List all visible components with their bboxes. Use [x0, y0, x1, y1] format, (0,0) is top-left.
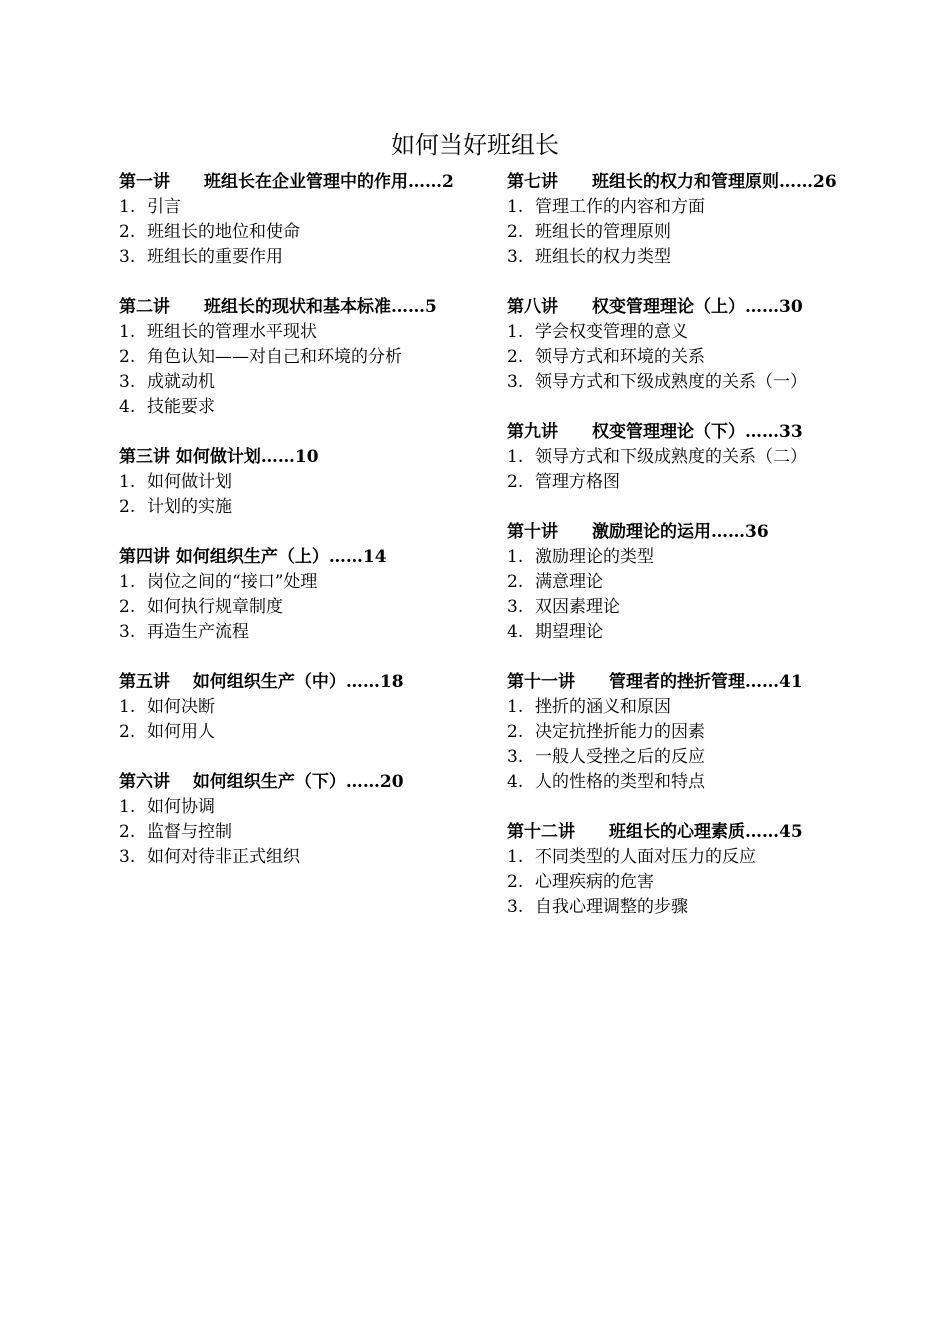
toc-item-number: 1.: [119, 697, 136, 717]
toc-item-text: 成就动机: [147, 372, 215, 392]
toc-item: [119, 620, 479, 645]
toc-item-number: 3.: [507, 247, 524, 267]
toc-item-number: 1.: [119, 572, 136, 592]
toc-item: [119, 370, 479, 395]
toc-item-text: 如何协调: [147, 797, 215, 817]
toc-item: [507, 320, 867, 345]
toc-item: [507, 895, 867, 920]
toc-item-number: 1.: [119, 197, 136, 217]
toc-item-number: 2.: [507, 572, 524, 592]
toc-item-text: 不同类型的人面对压力的反应: [535, 847, 756, 867]
toc-item-number: 4.: [119, 397, 136, 417]
toc-item-text: 领导方式和下级成熟度的关系（一）: [535, 372, 807, 392]
document-title: 如何当好班组长: [391, 131, 559, 159]
toc-item: [507, 745, 867, 770]
toc-item-number: 1.: [507, 547, 524, 567]
toc-item-number: 1.: [119, 322, 136, 342]
toc-section: [507, 670, 867, 795]
toc-section: [507, 170, 867, 270]
toc-item-text: 人的性格的类型和特点: [535, 772, 705, 792]
toc-item-number: 1.: [507, 697, 524, 717]
toc-item: [119, 720, 479, 745]
toc-item-text: 学会权变管理的意义: [535, 322, 688, 342]
toc-item-number: 4.: [507, 622, 524, 642]
lecture-heading: 第十一讲 管理者的挫折管理……41: [507, 672, 803, 692]
toc-item: [507, 620, 867, 645]
toc-item: [507, 870, 867, 895]
toc-section: [119, 670, 479, 745]
toc-item: [119, 820, 479, 845]
toc-item-number: 2.: [507, 222, 524, 242]
toc-item-text: 双因素理论: [535, 597, 620, 617]
toc-item-number: 1.: [119, 797, 136, 817]
lecture-heading: 第五讲 如何组织生产（中）……18: [119, 672, 404, 692]
toc-item-text: 领导方式和环境的关系: [535, 347, 705, 367]
toc-item: [119, 195, 479, 220]
lecture-heading: 第十二讲 班组长的心理素质……45: [507, 822, 803, 842]
toc-item: [507, 695, 867, 720]
lecture-heading: 第一讲 班组长在企业管理中的作用……2: [119, 172, 454, 192]
toc-item-text: 引言: [147, 197, 181, 217]
toc-item-number: 2.: [507, 722, 524, 742]
toc-item: [507, 470, 867, 495]
toc-item: [119, 495, 479, 520]
lecture-heading: 第十讲 激励理论的运用……36: [507, 522, 769, 542]
toc-item: [119, 220, 479, 245]
toc-item-number: 1.: [507, 447, 524, 467]
toc-item-text: 领导方式和下级成熟度的关系（二）: [535, 447, 807, 467]
toc-item-number: 2.: [507, 347, 524, 367]
toc-item: [507, 545, 867, 570]
toc-item-number: 2.: [119, 222, 136, 242]
toc-item-text: 班组长的管理水平现状: [147, 322, 317, 342]
toc-item: [507, 245, 867, 270]
toc-section: [507, 820, 867, 920]
toc-item-text: 一般人受挫之后的反应: [535, 747, 705, 767]
toc-item-number: 3.: [119, 622, 136, 642]
toc-item-text: 心理疾病的危害: [535, 872, 654, 892]
toc-item-text: 期望理论: [535, 622, 603, 642]
toc-item-text: 自我心理调整的步骤: [535, 897, 688, 917]
toc-item: [507, 570, 867, 595]
toc-item: [119, 345, 479, 370]
toc-section: [119, 545, 479, 645]
toc-section: [507, 420, 867, 495]
toc-item-number: 3.: [507, 372, 524, 392]
toc-item: [507, 770, 867, 795]
toc-item: [119, 695, 479, 720]
toc-item-number: 1.: [507, 847, 524, 867]
toc-item-text: 激励理论的类型: [535, 547, 654, 567]
toc-item: [507, 220, 867, 245]
toc-item: [507, 370, 867, 395]
toc-item-text: 岗位之间的“接口”处理: [147, 572, 318, 592]
toc-item-number: 2.: [119, 722, 136, 742]
lecture-heading: 第四讲 如何组织生产（上）……14: [119, 547, 387, 567]
toc-item-text: 管理工作的内容和方面: [535, 197, 705, 217]
toc-item-text: 管理方格图: [535, 472, 620, 492]
toc-section: [119, 770, 479, 870]
toc-item: [119, 320, 479, 345]
toc-item: [507, 345, 867, 370]
lecture-heading: 第六讲 如何组织生产（下）……20: [119, 772, 404, 792]
toc-section: [507, 295, 867, 395]
toc-item-number: 3.: [507, 897, 524, 917]
toc-item: [119, 845, 479, 870]
toc-item-text: 挫折的涵义和原因: [535, 697, 671, 717]
toc-item-number: 3.: [119, 247, 136, 267]
toc-item: [507, 445, 867, 470]
toc-item: [507, 195, 867, 220]
toc-item: [119, 245, 479, 270]
toc-item-text: 班组长的权力类型: [535, 247, 671, 267]
toc-section: [507, 520, 867, 645]
toc-item-number: 3.: [507, 597, 524, 617]
toc-item: [119, 795, 479, 820]
lecture-heading: 第三讲 如何做计划……10: [119, 447, 319, 467]
toc-section: [119, 445, 479, 520]
toc-left-column: [119, 170, 479, 895]
toc-item: [119, 570, 479, 595]
toc-item-number: 3.: [119, 847, 136, 867]
toc-item-text: 计划的实施: [147, 497, 232, 517]
toc-item-number: 1.: [507, 197, 524, 217]
toc-item-text: 如何做计划: [147, 472, 232, 492]
lecture-heading: 第七讲 班组长的权力和管理原则……26: [507, 172, 837, 192]
lecture-heading: 第八讲 权变管理理论（上）……30: [507, 297, 803, 317]
toc-item-number: 4.: [507, 772, 524, 792]
toc-item: [119, 595, 479, 620]
toc-item-text: 满意理论: [535, 572, 603, 592]
toc-item-number: 1.: [119, 472, 136, 492]
toc-item-number: 2.: [119, 822, 136, 842]
toc-item: [507, 720, 867, 745]
toc-section: [119, 170, 479, 270]
toc-item-text: 决定抗挫折能力的因素: [535, 722, 705, 742]
toc-item-text: 如何决断: [147, 697, 215, 717]
lecture-heading: 第二讲 班组长的现状和基本标准……5: [119, 297, 437, 317]
toc-item-text: 如何用人: [147, 722, 215, 742]
toc-item-number: 2.: [507, 872, 524, 892]
toc-right-column: [507, 170, 867, 945]
toc-item-text: 监督与控制: [147, 822, 232, 842]
toc-item-text: 再造生产流程: [147, 622, 249, 642]
toc-item-text: 班组长的地位和使命: [147, 222, 300, 242]
toc-item-text: 班组长的重要作用: [147, 247, 283, 267]
toc-section: [119, 295, 479, 420]
toc-item-number: 2.: [507, 472, 524, 492]
toc-item: [119, 470, 479, 495]
toc-item-number: 1.: [507, 322, 524, 342]
toc-item-number: 2.: [119, 347, 136, 367]
toc-item-number: 2.: [119, 497, 136, 517]
lecture-heading: 第九讲 权变管理理论（下）……33: [507, 422, 803, 442]
toc-item: [507, 845, 867, 870]
toc-item-text: 角色认知——对自己和环境的分析: [147, 347, 402, 367]
toc-item: [119, 395, 479, 420]
toc-item-text: 班组长的管理原则: [535, 222, 671, 242]
toc-item-number: 3.: [119, 372, 136, 392]
toc-item-text: 如何执行规章制度: [147, 597, 283, 617]
toc-item-number: 2.: [119, 597, 136, 617]
toc-item: [507, 595, 867, 620]
toc-item-text: 技能要求: [147, 397, 215, 417]
toc-item-text: 如何对待非正式组织: [147, 847, 300, 867]
toc-item-number: 3.: [507, 747, 524, 767]
